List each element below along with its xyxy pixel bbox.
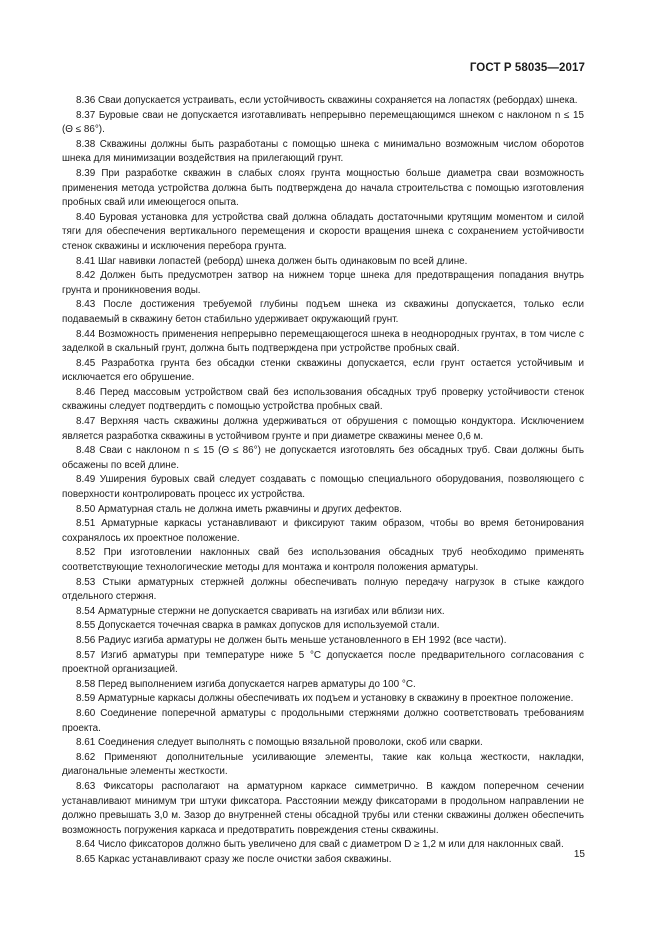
paragraph-8-51: 8.51 Арматурные каркасы устанавливают и фиксируют таким образом, чтобы во время бетонирования сохранялось их проектное положение.	[62, 518, 584, 544]
paragraph-8-38: 8.38 Скважины должны быть разработаны с помощью шнека с минимально возможным числом оборотов шнека для минимизации воздействия на прилегающий грунт.	[62, 138, 584, 165]
document-body	[62, 94, 584, 867]
paragraph-8-45: 8.45 Разработка грунта без обсадки стенки скважины допускается, если грунт остается устойчивым и исключается его обрушение.	[62, 357, 584, 384]
paragraph-8-43: 8.43 После достижения требуемой глубины подъем шнека из скважины допускается, только если подаваемый в скважину бетон стабильно удерживает окружающий грунт.	[62, 299, 584, 325]
paragraph-8-47: 8.47 Верхняя часть скважины должна удерживаться от обрушения с помощью кондуктора. Исключением является разработка скважины в устойчивом грунте и при диаметре скважины менее 0,6 м.	[62, 416, 584, 442]
paragraph-8-49: 8.49 Уширения буровых свай следует создавать с помощью специального оборудования, позволяющего с поверхности контролировать процесс их устройства.	[62, 474, 584, 501]
paragraph-8-53: 8.53 Стыки арматурных стержней должны обеспечивать полную передачу нагрузок в стыке каждого отдельного стержня.	[62, 576, 584, 603]
paragraph-8-61: 8.61 Соединения следует выполнять с помощью вязальной проволоки, скоб или сварки.	[76, 737, 483, 749]
paragraph-8-48: 8.48 Сваи с наклоном n ≤ 15 (Θ ≤ 86°) не допускается изготовлять без обсадных труб. Сваи должны быть обсажены по всей длине.	[62, 445, 584, 471]
paragraph-8-57: 8.57 Изгиб арматуры при температуре ниже 5 °С допускается после предварительного согласования с проектной организацией.	[62, 649, 584, 676]
paragraph-8-63: 8.63 Фиксаторы располагают на арматурном каркасе симметрично. В каждом поперечном сечении устанавливают минимум три штуки фиксатора. Расстоянии между фиксаторами в продольном направлении не должно превышать 3,0 м. Зазор до внутренней стены обсадной трубы или стенки скважины должен обеспечить возможность погружения каркаса и предотвратить повреждения стены скважины.	[62, 780, 584, 836]
paragraph-8-55: 8.55 Допускается точечная сварка в рамках допусков для используемой стали.	[76, 620, 440, 632]
document-code-header: ГОСТ Р 58035—2017	[469, 62, 585, 74]
paragraph-8-54: 8.54 Арматурные стержни не допускается сваривать на изгибах или вблизи них.	[76, 605, 445, 617]
paragraph-8-42: 8.42 Должен быть предусмотрен затвор на нижнем торце шнека для предотвращения попадания внутрь грунта и проникновения воды.	[62, 270, 584, 296]
paragraph-8-37: 8.37 Буровые сваи не допускается изготавливать непрерывно перемещающимся шнеком с наклоном n ≤ 15 (Θ ≤ 86°).	[62, 109, 584, 136]
paragraph-8-59: 8.59 Арматурные каркасы должны обеспечивать их подъем и установку в скважину в проектное положение.	[76, 693, 574, 705]
paragraph-8-41: 8.41 Шаг навивки лопастей (реборд) шнека должен быть одинаковым по всей длине.	[76, 255, 468, 267]
paragraph-8-58: 8.58 Перед выполнением изгиба допускается нагрев арматуры до 100 °С.	[76, 678, 416, 690]
paragraph-8-60: 8.60 Соединение поперечной арматуры с продольными стержнями должно соответствовать требованиям проекта.	[62, 707, 584, 734]
paragraph-8-64: 8.64 Число фиксаторов должно быть увеличено для свай с диаметром D ≥ 1,2 м или для наклонных свай.	[76, 839, 564, 851]
paragraph-8-50: 8.50 Арматурная сталь не должна иметь ржавчины и других дефектов.	[76, 503, 402, 515]
paragraph-8-65: 8.65 Каркас устанавливают сразу же после очистки забоя скважины.	[76, 853, 392, 865]
page-number: 15	[573, 849, 585, 860]
paragraph-8-62: 8.62 Применяют дополнительные усиливающие элементы, такие как кольца жесткости, накладки, диагональные элементы жесткости.	[62, 751, 584, 778]
paragraph-8-40: 8.40 Буровая установка для устройства свай должна обладать достаточными крутящим моментом и силой тяги для обеспечения вертикального перемещения и скорости вращения шнека с сохранением устойчивости стенок скважины и исключения перебора грунта.	[62, 211, 584, 252]
paragraph-8-46: 8.46 Перед массовым устройством свай без использования обсадных труб проверку устойчивости стенок скважины следует подтвердить с помощью устройства пробных свай.	[62, 386, 584, 413]
paragraph-8-39: 8.39 При разработке скважин в слабых слоях грунта мощностью больше диаметра сваи возможность применения метода устройства должна быть подтверждена до начала строительства с помощью изготовления пробных свай или имеющегося опыта.	[62, 167, 584, 209]
paragraph-8-36: 8.36 Сваи допускается устраивать, если устойчивость скважины сохраняется на лопастях (ребордах) шнека.	[76, 95, 578, 106]
paragraph-8-44: 8.44 Возможность применения непрерывно перемещающегося шнека в неоднородных грунтах, в том числе с заделкой в скальный грунт, должна быть подтверждена при устройстве пробных свай.	[62, 328, 584, 355]
paragraph-8-52: 8.52 При изготовлении наклонных свай без использования обсадных труб необходимо применять соответствующие технологические методы для монтажа и контроля положения арматуры.	[62, 547, 584, 573]
paragraph-8-56: 8.56 Радиус изгиба арматуры не должен быть меньше установленного в ЕН 1992 (все части).	[76, 634, 507, 646]
